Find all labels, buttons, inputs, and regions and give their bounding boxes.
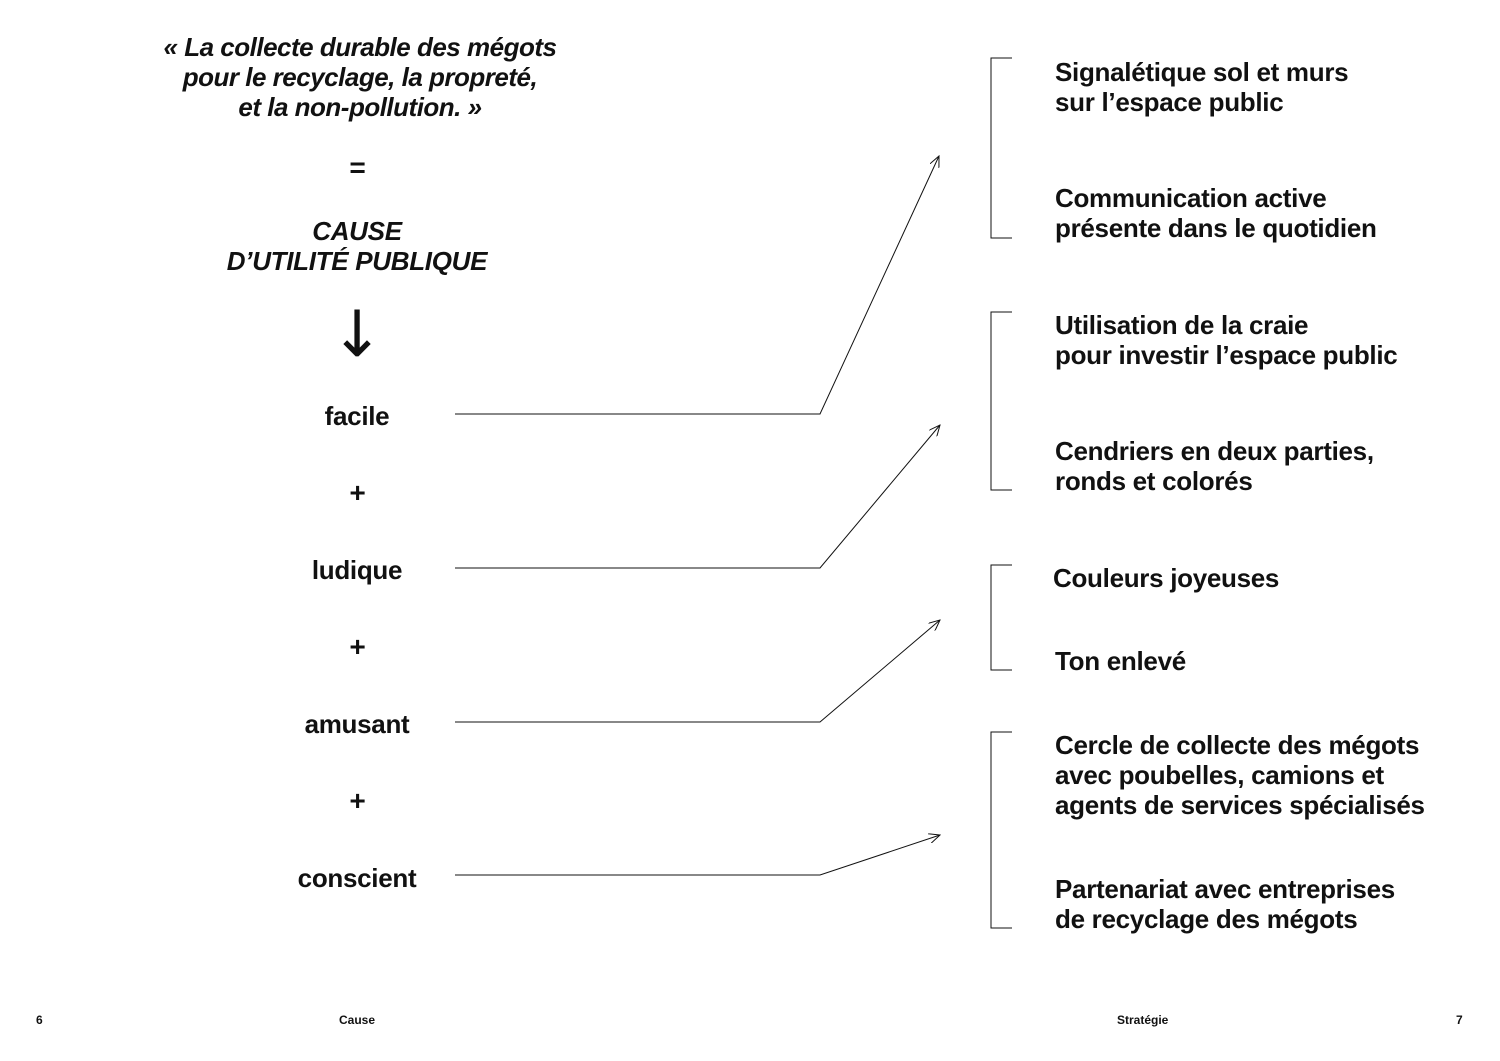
- strategy-item-line: pour investir l’espace public: [1055, 340, 1398, 370]
- strategy-item: [1053, 563, 1279, 593]
- quote-line: « La collecte durable des mégots: [163, 32, 557, 62]
- plus-sign: +: [348, 785, 366, 816]
- bracket-group-2: [991, 312, 1012, 490]
- strategy-item: [1055, 874, 1395, 934]
- strategy-item-line: Utilisation de la craie: [1055, 310, 1309, 340]
- bracket-group-4: [991, 732, 1012, 928]
- quote-block: [100, 32, 620, 122]
- strategy-item-line: de recyclage des mégots: [1055, 904, 1358, 934]
- strategy-item-line: agents de services spécialisés: [1055, 790, 1425, 820]
- strategy-item-line: Cendriers en deux parties,: [1055, 436, 1374, 466]
- quality-conscient: conscient: [297, 863, 417, 893]
- quality-ludique: ludique: [311, 555, 403, 585]
- connector-facile: [455, 156, 939, 414]
- quality-amusant: amusant: [304, 709, 410, 739]
- plus-sign: +: [348, 631, 366, 662]
- strategy-item-line: ronds et colorés: [1055, 466, 1253, 496]
- down-arrow-icon: ↓: [330, 298, 384, 372]
- strategy-item-line: Communication active: [1055, 183, 1327, 213]
- strategy-item: [1055, 183, 1377, 243]
- section-label-right: Stratégie: [1117, 1013, 1169, 1027]
- quality-facile: facile: [324, 401, 390, 431]
- strategy-item-line: sur l’espace public: [1055, 87, 1284, 117]
- bracket-group-1: [991, 58, 1012, 238]
- strategy-item: [1055, 310, 1397, 370]
- strategy-item-line: présente dans le quotidien: [1055, 213, 1377, 243]
- page-number-right: 7: [1456, 1013, 1463, 1027]
- strategy-item-line: Ton enlevé: [1055, 646, 1186, 676]
- bracket-group-3: [991, 565, 1012, 670]
- strategy-item-line: Signalétique sol et murs: [1055, 57, 1349, 87]
- strategy-item-line: Cercle de collecte des mégots: [1055, 730, 1420, 760]
- cause-line: CAUSE: [312, 216, 402, 246]
- plus-sign: +: [348, 477, 366, 508]
- strategy-item: [1055, 646, 1186, 676]
- quote-line: et la non-pollution. »: [238, 92, 482, 122]
- cause-title: [157, 216, 557, 276]
- cause-line: D’UTILITÉ PUBLIQUE: [226, 246, 488, 276]
- strategy-item: [1055, 57, 1348, 117]
- strategy-item-line: avec poubelles, camions et: [1055, 760, 1384, 790]
- page-number-left: 6: [36, 1013, 43, 1027]
- quote-line: pour le recyclage, la propreté,: [182, 62, 538, 92]
- equals-sign: =: [348, 152, 366, 183]
- strategy-item: [1055, 730, 1425, 820]
- section-label-left: Cause: [339, 1013, 376, 1027]
- strategy-item: [1055, 436, 1374, 496]
- strategy-item-line: Partenariat avec entreprises: [1055, 874, 1395, 904]
- strategy-item-line: Couleurs joyeuses: [1053, 563, 1280, 593]
